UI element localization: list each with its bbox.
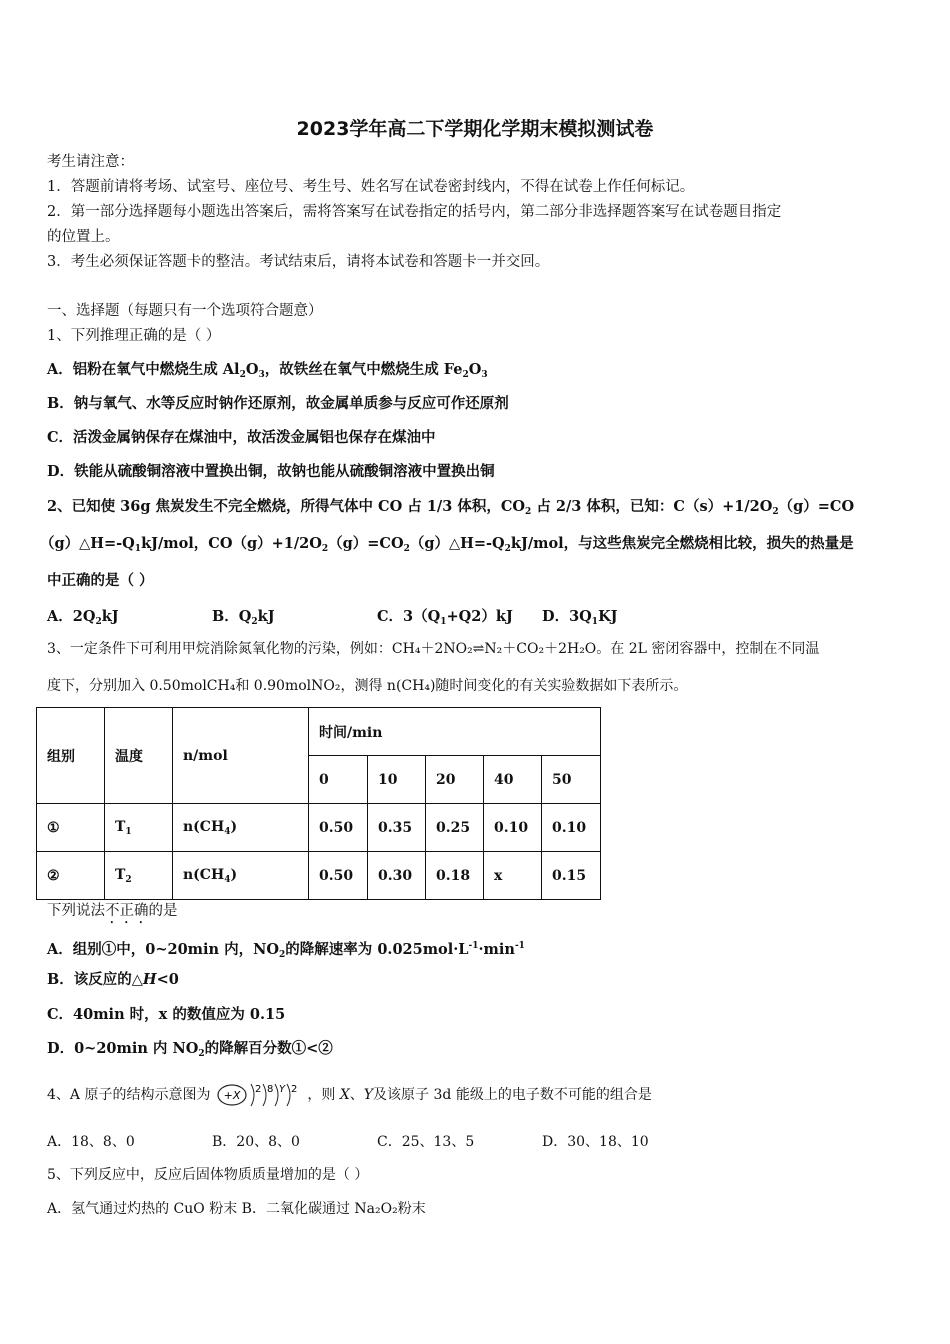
header-time: 时间/min xyxy=(309,708,601,756)
q3-stem-line2: 度下，分别加入 0.50molCH₄和 0.90molNO₂，测得 n(CH₄)随时间变化的有关实验数据如下表所示。 xyxy=(47,678,688,694)
q2-stem-line2: $(g)\triangle H=-Q_1kJ$/mol，$CO(g)+1/2O_2(g)=CO_2(g)\triangle H=-Q_2kJ$/mol，与这些焦炭完全燃烧相比较，损失的热量是 xyxy=(40,535,854,554)
time-cell: 10 xyxy=(368,756,426,804)
q4-option-a: A．18、8、0 xyxy=(47,1134,135,1150)
time-cell: 20 xyxy=(426,756,484,804)
notice-heading: 考生请注意： xyxy=(47,154,134,170)
shell-2-count: 8 xyxy=(266,1084,274,1095)
q3-option-a: A．组别①中，0~20min 内，$NO_2$的降解速率为 $0.025mol\cdot L^{-1}\cdot\min^{-1}$ xyxy=(47,941,525,960)
notice-item-2: 2．第一部分选择题每小题选出答案后，需将答案写在试卷指定的括号内，第二部分非选择题答案写在试卷题目指定 xyxy=(47,204,782,220)
time-cell: 50 xyxy=(542,756,601,804)
temp-cell: $T_2$ xyxy=(105,852,173,900)
q3-option-c: C．40min 时，x 的数值应为 0.15 xyxy=(47,1006,286,1023)
q5-option-a-b: A．氢气通过灼热的 CuO 粉末 B．二氧化碳通过 Na₂O₂粉末 xyxy=(47,1201,426,1217)
notice-item-2-cont: 的位置上。 xyxy=(47,229,120,245)
value-cell: x xyxy=(484,852,542,900)
q2-stem-line1: 2、已知使 36g 焦炭发生不完全燃烧，所得气体中 CO 占 1/3 体积，$CO_2$ 占 2/3 体积，已知：$C(s)+1/2O_2(g)=CO$ xyxy=(47,498,855,517)
header-group: 组别 xyxy=(37,708,105,804)
q3-question: 下列说法不正确的是 xyxy=(47,903,178,919)
n-cell: $n(CH_4)$ xyxy=(173,852,309,900)
value-cell: 0.10 xyxy=(542,804,601,852)
temp-cell: $T_1$ xyxy=(105,804,173,852)
q1-option-a: A．铝粉在氧气中燃烧生成 $Al_2O_3$，故铁丝在氧气中燃烧生成 $Fe_2O_3$ xyxy=(47,361,488,380)
q5-stem: 5、下列反应中，反应后固体物质质量增加的是（ ） xyxy=(47,1167,369,1183)
value-cell: 0.10 xyxy=(484,804,542,852)
q1-option-b: B．钠与氧气、水等反应时钠作还原剂，故金属单质参与反应可作还原剂 xyxy=(47,395,509,412)
group-cell: ② xyxy=(37,852,105,900)
q4-option-b: B．20、8、0 xyxy=(212,1134,300,1150)
q4-option-d: D．30、18、10 xyxy=(542,1134,649,1150)
n-cell: $n(CH_4)$ xyxy=(173,804,309,852)
value-cell: 0.30 xyxy=(368,852,426,900)
q3-data-table xyxy=(36,707,601,900)
q3-option-b: B．该反应的△H<0 xyxy=(47,971,179,988)
shell-4-count: 2 xyxy=(290,1084,298,1095)
time-cell: 40 xyxy=(484,756,542,804)
q4-stem: 4、A 原子的结构示意图为 +X 2 8 Y 2 ，则 X、Y及该原子 3d 能级上的电子数不可能的组合是 xyxy=(47,1080,652,1110)
q3-stem-line1: 3、一定条件下可利用甲烷消除氮氧化物的污染，例如：CH₄＋2NO₂⇌N₂＋CO₂＋2H₂O。在 2L 密闭容器中，控制在不同温 xyxy=(47,641,820,657)
q1-option-c: C．活泼金属钠保存在煤油中，故活泼金属铝也保存在煤油中 xyxy=(47,429,436,446)
table-row xyxy=(37,852,601,900)
shell-1-count: 2 xyxy=(254,1084,262,1095)
atom-structure-diagram xyxy=(215,1080,303,1110)
q4-option-c: C．25、13、5 xyxy=(377,1134,475,1150)
q2-stem-line3: 中正确的是（ ） xyxy=(47,572,154,589)
nucleus-label: +X xyxy=(223,1089,241,1102)
value-cell: 0.25 xyxy=(426,804,484,852)
page-title: 2023学年高二下学期化学期末模拟测试卷 xyxy=(296,118,654,140)
group-cell: ① xyxy=(37,804,105,852)
q2-option-d: D．$3Q_1KJ$ xyxy=(542,608,618,627)
value-cell: 0.50 xyxy=(309,804,368,852)
value-cell: 0.35 xyxy=(368,804,426,852)
q2-option-a: A．$2Q_2kJ$ xyxy=(47,608,119,627)
section-heading: 一、选择题（每题只有一个选项符合题意） xyxy=(47,303,323,319)
q2-option-c: C．$3(Q_1+Q2)kJ$ xyxy=(377,608,513,627)
value-cell: 0.15 xyxy=(542,852,601,900)
q1-stem: 1、下列推理正确的是（ ） xyxy=(47,328,221,344)
q2-option-b: B．$Q_2kJ$ xyxy=(212,608,275,627)
q1-option-d: D．铁能从硫酸铜溶液中置换出铜，故钠也能从硫酸铜溶液中置换出铜 xyxy=(47,463,495,480)
notice-item-1: 1．答题前请将考场、试室号、座位号、考生号、姓名写在试卷密封线内，不得在试卷上作任何标记。 xyxy=(47,179,695,195)
value-cell: 0.50 xyxy=(309,852,368,900)
header-n: n/mol xyxy=(173,708,309,804)
table-row xyxy=(37,804,601,852)
header-temp: 温度 xyxy=(105,708,173,804)
notice-item-3: 3．考生必须保证答题卡的整洁。考试结束后，请将本试卷和答题卡一并交回。 xyxy=(47,254,550,270)
q3-option-d: D．0~20min 内 $NO_2$的降解百分数①<② xyxy=(47,1040,333,1059)
time-cell: 0 xyxy=(309,756,368,804)
value-cell: 0.18 xyxy=(426,852,484,900)
shell-3-count: Y xyxy=(278,1084,286,1095)
